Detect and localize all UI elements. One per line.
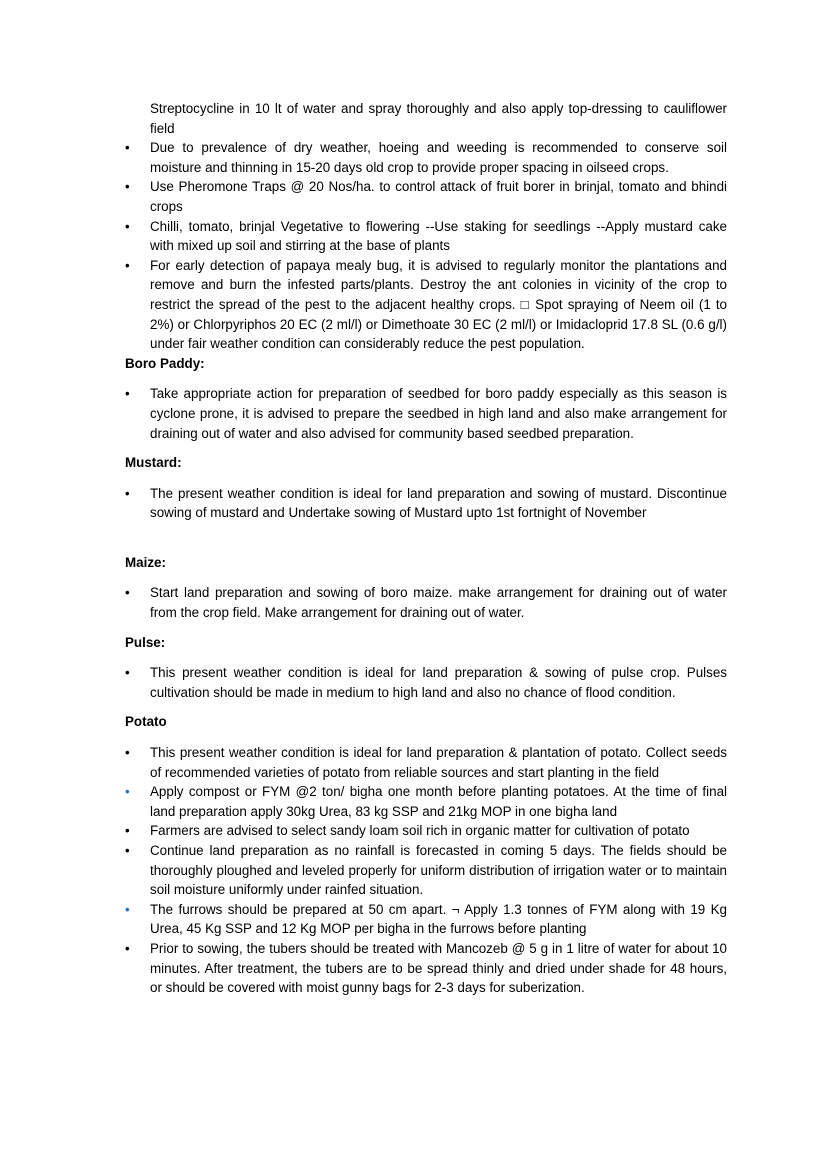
mustard-list bbox=[125, 484, 727, 523]
bullet-icon: • bbox=[125, 257, 130, 273]
bullet-icon: • bbox=[125, 485, 130, 501]
bullet-icon: • bbox=[125, 218, 130, 234]
bullet-icon: • bbox=[125, 901, 130, 917]
pulse-heading: Pulse: bbox=[125, 634, 166, 650]
list-item: • This present weather condition is ideal for land preparation & plantation of potato. Collect seeds of recommended varieties of potato from reliable sources and start planting in the field bbox=[125, 745, 727, 780]
bullet-icon: • bbox=[125, 386, 130, 402]
list-item: • Farmers are advised to select sandy loam soil rich in organic matter for cultivation of potato bbox=[125, 821, 727, 841]
boro-paddy-list bbox=[125, 384, 727, 443]
list-item: • Start land preparation and sowing of boro maize. make arrangement for draining out of water from the crop field. Make arrangement for draining out of water. bbox=[125, 585, 727, 621]
bullet-icon: • bbox=[125, 665, 130, 681]
bullet-icon: • bbox=[125, 745, 130, 761]
list-item: • Due to prevalence of dry weather, hoeing and weeding is recommended to conserve soil moisture and thinning in 15-20 days old crop to provide proper spacing in oilseed crops. bbox=[125, 140, 727, 175]
pulse-list bbox=[125, 663, 727, 702]
potato-heading: Potato bbox=[125, 714, 167, 730]
list-item: • Use Pheromone Traps @ 20 Nos/ha. to control attack of fruit borer in brinjal, tomato and bhindi crops bbox=[125, 179, 727, 214]
bullet-icon: • bbox=[125, 585, 130, 601]
list-item: • The furrows should be prepared at 50 cm apart. ¬ Apply 1.3 tonnes of FYM along with 19 Kg Urea, 45 Kg SSP and 12 Kg MOP per bigha in the furrows before planting bbox=[125, 901, 727, 937]
intro-continuation: Streptocycline in 10 lt of water and spray thoroughly and also apply top-dressing to cauliflower field bbox=[150, 101, 727, 136]
maize-heading: Maize: bbox=[125, 554, 166, 570]
bullet-icon: • bbox=[125, 823, 130, 839]
list-item: • Continue land preparation as no rainfall is forecasted in coming 5 days. The fields should be thoroughly ploughed and leveled properly for uniform distribution of irrigation water or to maintain soil moisture uniformly under rainfed situation. bbox=[125, 843, 727, 898]
boro-paddy-heading: Boro Paddy: bbox=[125, 355, 205, 371]
list-item: • This present weather condition is ideal for land preparation & sowing of pulse crop. Pulses cultivation should be made in medium to high land and also no chance of flood condition. bbox=[125, 665, 727, 700]
bullet-icon: • bbox=[125, 784, 130, 800]
bullet-icon: • bbox=[125, 843, 130, 858]
mustard-heading: Mustard: bbox=[125, 455, 182, 471]
bullet-icon: • bbox=[125, 140, 130, 156]
list-item: • The present weather condition is ideal for land preparation and sowing of mustard. Discontinue sowing of mustard and Undertake sowing of Mustard upto 1st fortnight of November bbox=[125, 485, 727, 521]
advisory-content bbox=[125, 99, 727, 998]
list-item: • Apply compost or FYM @2 ton/ bigha one month before planting potatoes. At the time of final land preparation apply 30kg Urea, 83 kg SSP and 21kg MOP in one bigha land bbox=[125, 784, 727, 819]
list-item: • Chilli, tomato, brinjal Vegetative to flowering --Use staking for seedlings --Apply mustard cake with mixed up soil and stirring at the base of plants bbox=[125, 218, 727, 254]
list-item: • For early detection of papaya mealy bug, it is advised to regularly monitor the plantations and remove and burn the infested parts/plants. Destroy the ant colonies in vicinity of the crop to restrict the spread of the pest to the adjacent healthy crops. □ Spot spraying of Neem oil (1 to 2%) or Chlorpyriphos 20 EC (2 ml/l) or Dimethoate 30 EC (2 ml/l) or Imidacloprid 17.8 SL (0.6 g/l) under fair weather condition can considerably reduce the pest population. bbox=[125, 257, 727, 352]
general-advisory-list bbox=[125, 138, 727, 354]
list-item: • Take appropriate action for preparation of seedbed for boro paddy especially as this season is cyclone prone, it is advised to prepare the seedbed in high land and also make arrangement for draining out of water and also advised for community based seedbed preparation. bbox=[125, 386, 727, 441]
bullet-icon: • bbox=[125, 940, 130, 956]
list-item: • Prior to sowing, the tubers should be treated with Mancozeb @ 5 g in 1 litre of water for about 10 minutes. After treatment, the tubers are to be spread thinly and dried under shade for 48 hours, or should be covered with moist gunny bags for 2-3 days for suberization. bbox=[125, 940, 727, 996]
potato-list bbox=[125, 743, 727, 998]
bullet-icon: • bbox=[125, 179, 130, 195]
maize-list bbox=[125, 583, 727, 622]
